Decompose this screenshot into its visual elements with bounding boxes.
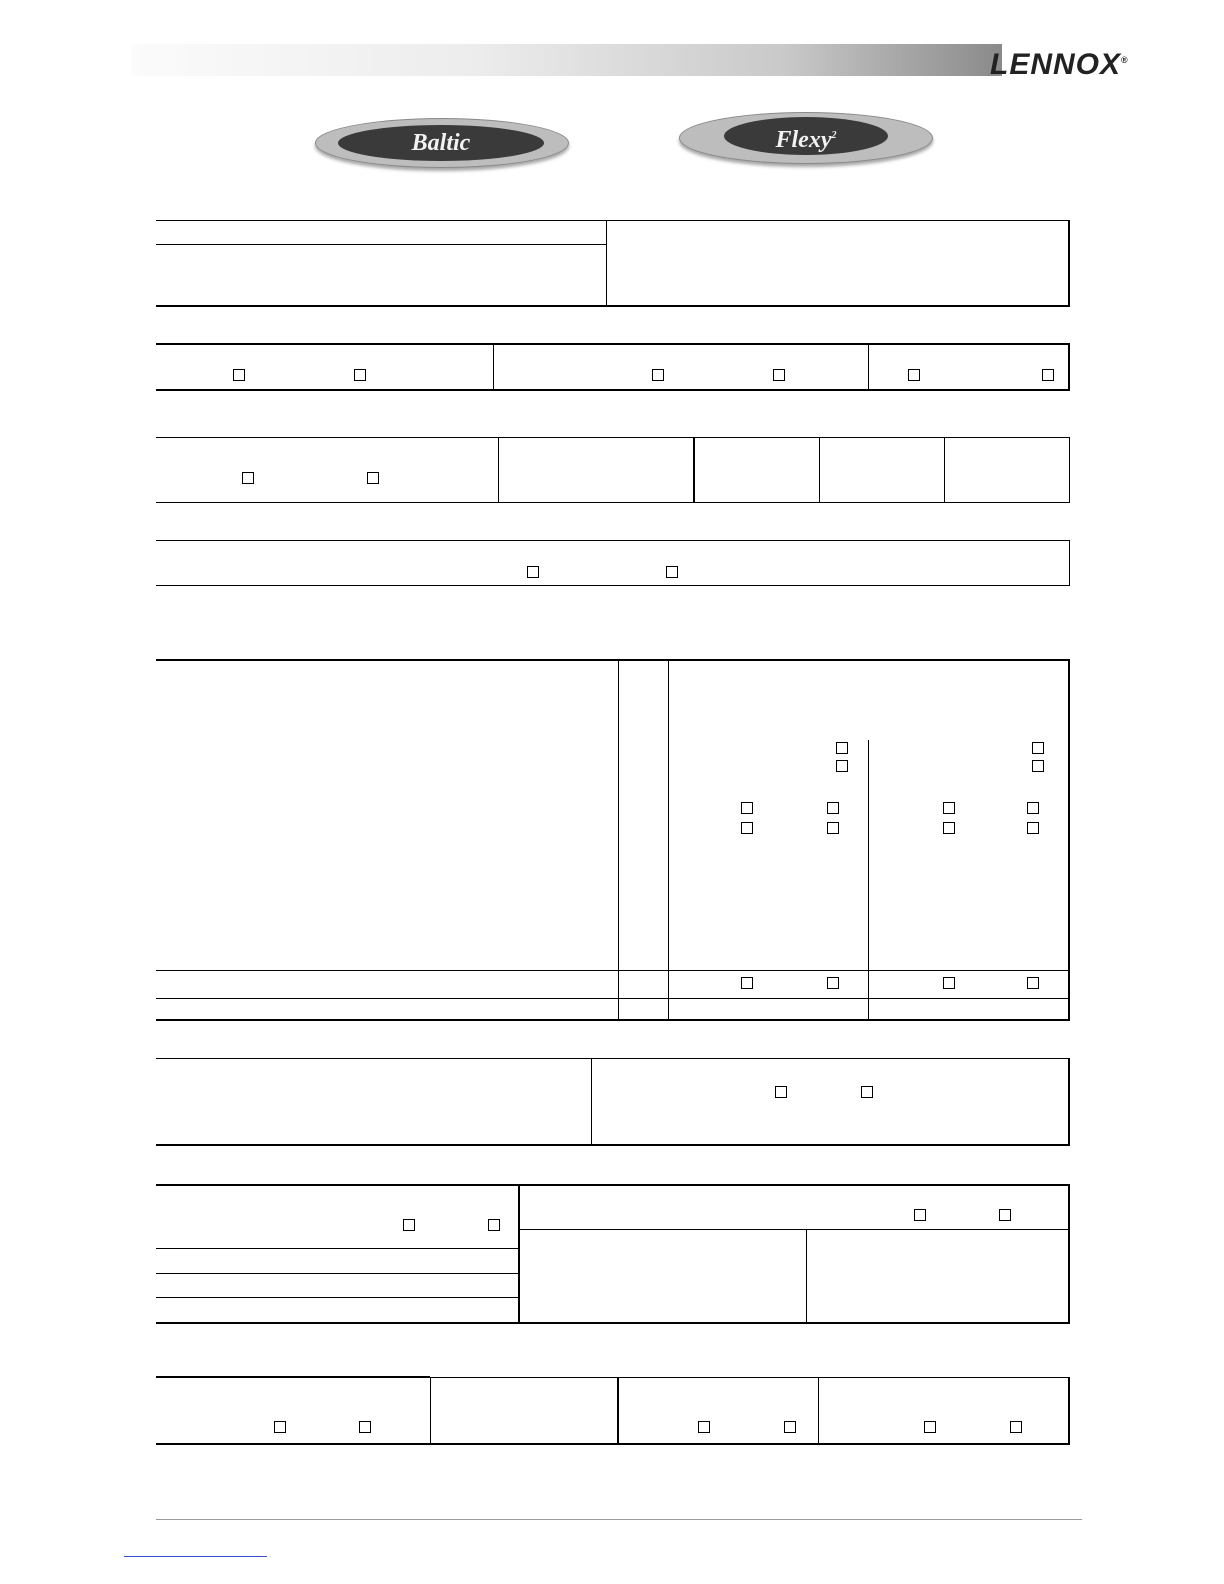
- checkbox[interactable]: [1010, 1421, 1022, 1433]
- checkbox[interactable]: [827, 802, 839, 814]
- checkbox[interactable]: [908, 369, 920, 381]
- checkbox[interactable]: [1027, 822, 1039, 834]
- checkbox[interactable]: [698, 1421, 710, 1433]
- checkbox[interactable]: [652, 369, 664, 381]
- checkbox[interactable]: [233, 369, 245, 381]
- checkbox[interactable]: [861, 1086, 873, 1098]
- checkbox[interactable]: [367, 472, 379, 484]
- checkbox[interactable]: [924, 1421, 936, 1433]
- checkbox[interactable]: [775, 1086, 787, 1098]
- checkbox[interactable]: [274, 1421, 286, 1433]
- checkbox[interactable]: [1042, 369, 1054, 381]
- checkbox[interactable]: [403, 1219, 415, 1231]
- checkbox[interactable]: [741, 822, 753, 834]
- checkbox[interactable]: [784, 1421, 796, 1433]
- checkbox[interactable]: [1032, 760, 1044, 772]
- checkbox[interactable]: [836, 742, 848, 754]
- checkbox[interactable]: [827, 977, 839, 989]
- checkbox[interactable]: [741, 802, 753, 814]
- checkbox[interactable]: [666, 566, 678, 578]
- checkbox[interactable]: [836, 760, 848, 772]
- checkbox[interactable]: [914, 1209, 926, 1221]
- checkbox[interactable]: [943, 977, 955, 989]
- checkbox[interactable]: [488, 1219, 500, 1231]
- checkbox[interactable]: [999, 1209, 1011, 1221]
- checkbox[interactable]: [943, 822, 955, 834]
- footer-link-underline[interactable]: [124, 1556, 267, 1557]
- footer-divider: [156, 1519, 1082, 1520]
- checkbox[interactable]: [354, 369, 366, 381]
- checkbox[interactable]: [1032, 742, 1044, 754]
- checkbox[interactable]: [943, 802, 955, 814]
- checkbox[interactable]: [1027, 802, 1039, 814]
- flexy-logo: [679, 112, 933, 164]
- brand-logo: LENNOX®: [990, 48, 1129, 81]
- checkbox[interactable]: [242, 472, 254, 484]
- checkbox[interactable]: [359, 1421, 371, 1433]
- baltic-logo-label: Baltic: [338, 125, 544, 161]
- checkbox[interactable]: [827, 822, 839, 834]
- checkbox[interactable]: [741, 977, 753, 989]
- baltic-logo: [315, 118, 569, 168]
- flexy-logo-label: Flexy$^2$: [724, 117, 888, 155]
- header-gradient-bar: [132, 44, 1002, 76]
- checkbox[interactable]: [527, 566, 539, 578]
- checkbox[interactable]: [1027, 977, 1039, 989]
- checkbox[interactable]: [773, 369, 785, 381]
